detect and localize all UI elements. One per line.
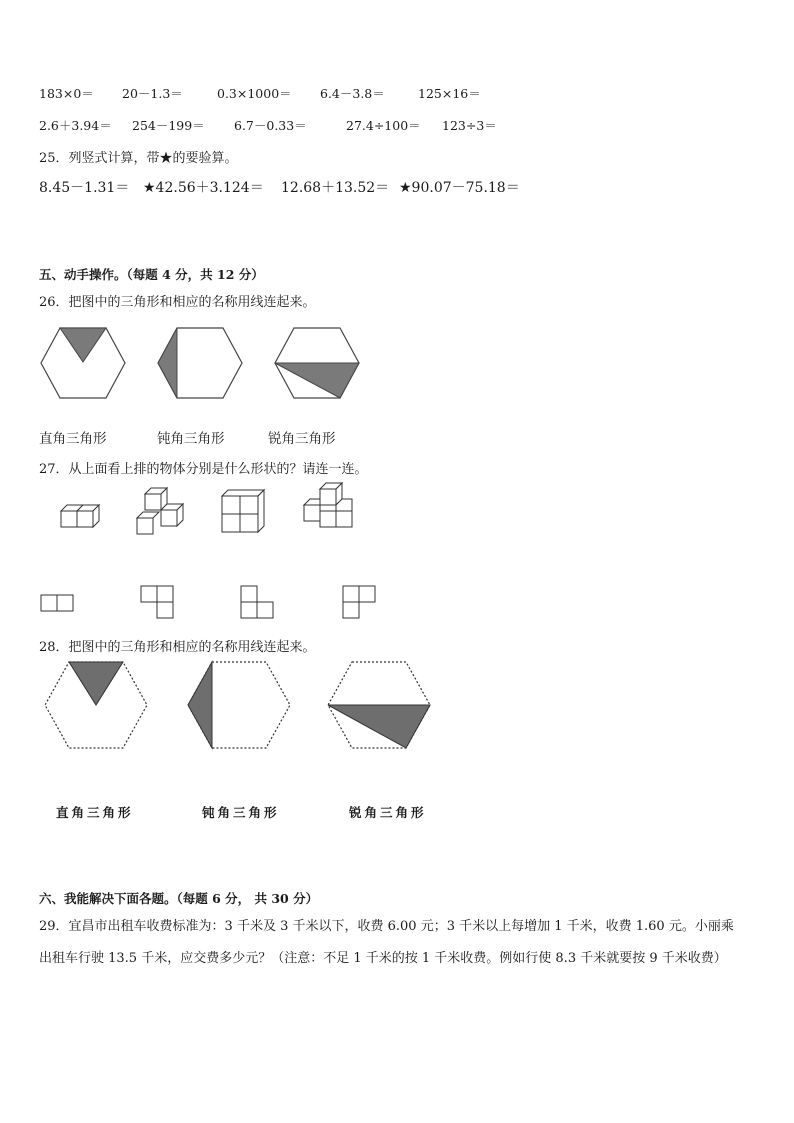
oral-item-10: 123÷3＝ xyxy=(442,118,497,133)
oral-item-4: 6.4－3.8＝ xyxy=(320,86,385,101)
q26-hexagon-right-triangle xyxy=(40,327,126,399)
section5-heading: 五、动手操作。（每题 4 分，共 12 分） xyxy=(39,267,264,282)
q27-view-b xyxy=(140,585,176,621)
oral-item-5: 125×16＝ xyxy=(418,86,481,101)
oral-item-8: 6.7－0.33＝ xyxy=(234,118,307,133)
oral-item-1: 183×0＝ xyxy=(39,86,94,101)
oral-item-6: 2.6＋3.94＝ xyxy=(39,118,112,133)
q27-object-a xyxy=(55,497,105,537)
q26-label-right: 直角三角形 xyxy=(39,431,107,447)
q29-line-2: 出租车行驶 13.5 千米，应交费多少元？（注意：不足 1 千米的按 1 千米收费。例如行使 8.3 千米就要按 9 千米收费） xyxy=(39,951,727,966)
q28-label-obtuse: 钝角三角形 xyxy=(202,805,280,820)
q25-title: 25．列竖式计算，带★的要验算。 xyxy=(39,151,238,166)
q26-label-obtuse: 钝角三角形 xyxy=(157,431,225,447)
q26-hexagon-acute-triangle xyxy=(274,327,360,399)
q27-object-b xyxy=(135,488,189,538)
q27-title: 27．从上面看上排的物体分别是什么形状的？请连一连。 xyxy=(39,462,368,477)
q26-hexagon-obtuse-triangle xyxy=(157,327,243,399)
oral-item-2: 20－1.3＝ xyxy=(122,86,183,101)
q25-item-1: 8.45－1.31＝ xyxy=(39,180,130,196)
q26-label-acute: 锐角三角形 xyxy=(268,431,336,447)
q27-view-d xyxy=(342,585,378,621)
q28-label-acute: 锐角三角形 xyxy=(349,805,427,820)
q28-hexagon-acute-triangle xyxy=(327,661,431,749)
q28-hexagon-right-triangle xyxy=(44,661,148,749)
q25-item-3: 12.68＋13.52＝ xyxy=(281,180,390,196)
q25-item-4: ★90.07－75.18＝ xyxy=(399,180,520,196)
q26-title: 26．把图中的三角形和相应的名称用线连起来。 xyxy=(39,295,316,310)
q29-line-1: 29．宜昌市出租车收费标准为：3 千米及 3 千米以下，收费 6.00 元；3 千米以上每增加 1 千米，收费 1.60 元。小丽乘 xyxy=(39,919,734,934)
section6-heading: 六、我能解决下面各题。（每题 6 分， 共 30 分） xyxy=(39,891,319,906)
q28-title: 28．把图中的三角形和相应的名称用线连起来。 xyxy=(39,640,316,655)
oral-item-9: 27.4÷100＝ xyxy=(346,118,421,133)
oral-item-7: 254－199＝ xyxy=(132,118,205,133)
q27-view-c xyxy=(240,585,276,621)
q28-label-right: 直角三角形 xyxy=(56,805,134,820)
q27-object-c xyxy=(220,490,270,536)
q25-item-2: ★42.56＋3.124＝ xyxy=(143,180,264,196)
oral-item-3: 0.3×1000＝ xyxy=(217,86,292,101)
q27-object-d xyxy=(300,483,356,537)
q28-hexagon-obtuse-triangle xyxy=(187,661,291,749)
q27-view-a xyxy=(40,594,76,614)
